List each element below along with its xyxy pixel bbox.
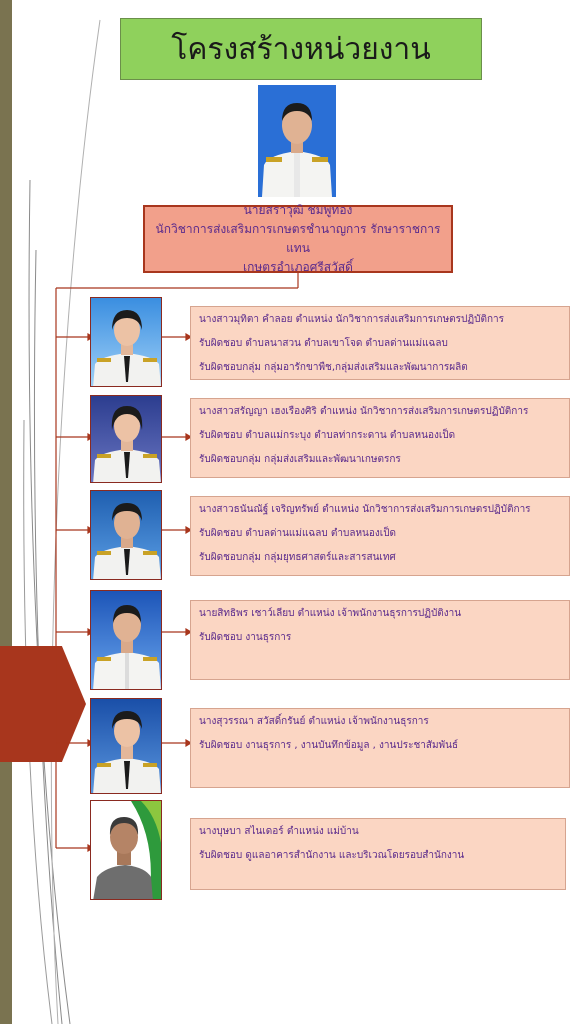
staff-name-position: นางสาวธนันณัฐ์ เจริญทรัพย์ ตำแหน่ง นักวิชาการส่งเสริมการเกษตรปฏิบัติการ <box>199 504 531 515</box>
staff-group: รับผิดชอบกลุ่ม กลุ่มยุทธศาสตร์และสารสนเทศ <box>199 552 396 563</box>
staff-photo <box>90 590 162 690</box>
staff-info-box <box>190 708 570 788</box>
staff-responsibility: รับผิดชอบ ตำบลแม่กระบุง ตำบลท่ากระดาน ตำบลหนองเป็ด <box>199 430 456 441</box>
staff-name-position: นางสาวสรัญญา เฮงเรืองศิริ ตำแหน่ง นักวิชาการส่งเสริมการเกษตรปฏิบัติการ <box>199 406 529 417</box>
staff-responsibility: รับผิดชอบ ตำบลนาสวน ตำบลเขาโจด ตำบลด่านแม่แฉลบ <box>199 338 448 349</box>
staff-responsibility: รับผิดชอบ งานธุรการ , งานบันทึกข้อมูล , งานประชาสัมพันธ์ <box>199 740 459 751</box>
staff-group: รับผิดชอบกลุ่ม กลุ่มอารักขาพืช,กลุ่มส่งเสริมและพัฒนาการผลิต <box>199 362 468 373</box>
staff-photo <box>90 490 162 580</box>
staff-info-box <box>190 496 570 576</box>
page-title: โครงสร้างหน่วยงาน <box>120 18 482 80</box>
staff-responsibility: รับผิดชอบ ดูแลอาคารสำนักงาน และบริเวณโดยรอบสำนักงาน <box>199 850 465 861</box>
staff-photo <box>90 800 162 900</box>
staff-info-box <box>190 398 570 478</box>
staff-info-box <box>190 306 570 380</box>
head-office: เกษตรอำเภอศรีสวัสดิ์ <box>243 260 353 274</box>
head-photo <box>258 85 336 197</box>
staff-group: รับผิดชอบกลุ่ม กลุ่มส่งเสริมและพัฒนาเกษตรกร <box>199 454 401 465</box>
staff-name-position: นางสาวมุทิตา คำลอย ตำแหน่ง นักวิชาการส่งเสริมการเกษตรปฏิบัติการ <box>199 314 504 325</box>
staff-responsibility: รับผิดชอบ งานธุรการ <box>199 632 292 643</box>
staff-name-position: นายสิทธิพร เชาว์เลียบ ตำแหน่ง เจ้าพนักงานธุรการปฏิบัติงาน <box>199 608 462 619</box>
head-info-box <box>143 205 453 273</box>
staff-name-position: นางบุษบา สไนเดอร์ ตำแหน่ง แม่บ้าน <box>199 826 359 837</box>
head-name: นายสราวุฒิ ชมพูทอง <box>243 203 353 217</box>
staff-photo <box>90 297 162 387</box>
staff-photo <box>90 698 162 794</box>
staff-responsibility: รับผิดชอบ ตำบลด่านแม่แฉลบ ตำบลหนองเป็ด <box>199 528 397 539</box>
staff-info-box <box>190 600 570 680</box>
staff-photo <box>90 395 162 483</box>
staff-name-position: นางสุวรรณา สวัสดิ์กรันย์ ตำแหน่ง เจ้าพนักงานธุรการ <box>199 716 429 727</box>
staff-info-box <box>190 818 566 890</box>
head-position: นักวิชาการส่งเสริมการเกษตรชำนาญการ รักษาราชการแทน <box>155 222 441 255</box>
